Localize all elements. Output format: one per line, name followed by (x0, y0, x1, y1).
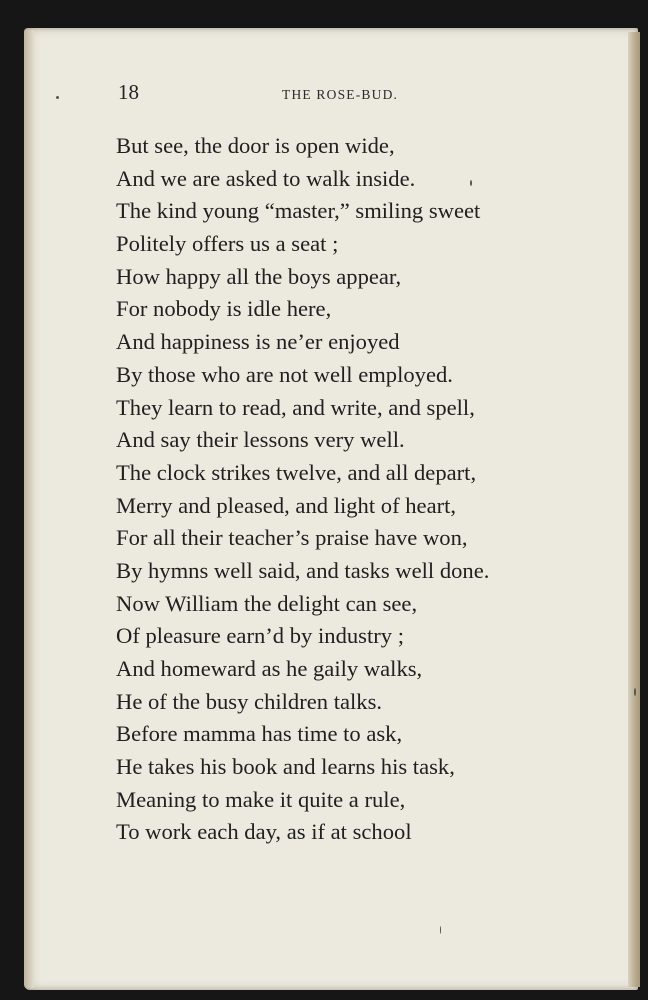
poem-line: By those who are not well employed. (116, 361, 453, 387)
poem-line: The clock strikes twelve, and all depart, (116, 459, 477, 485)
poem-line: They learn to read, and write, and spell, (116, 394, 475, 420)
page-number: 18 (118, 80, 139, 104)
paper-speck (440, 926, 441, 934)
poem-text (116, 130, 586, 849)
poem-line: And homeward as he gaily walks, (116, 656, 423, 681)
next-page-edge (628, 32, 640, 987)
poem-line: And say their lessons very well. (116, 427, 405, 453)
page-gutter-shadow (24, 30, 34, 988)
paper-speck (634, 688, 636, 696)
poem-line: By hymns well said, and tasks well done. (116, 557, 490, 583)
poem-line: The kind young “master,” smiling sweet (116, 198, 481, 224)
running-title: THE ROSE-BUD. (282, 87, 399, 102)
poem-line: He takes his book and learns his task, (116, 754, 455, 780)
poem-line: And we are asked to walk inside. (116, 165, 416, 191)
poem-line: Now William the delight can see, (116, 590, 418, 616)
poem-line: For nobody is idle here, (116, 296, 332, 322)
poem-line: To work each day, as if at school (116, 819, 412, 845)
paper-speck (470, 180, 472, 186)
page-header (0, 80, 648, 110)
poem-line: Before mamma has time to ask, (116, 721, 403, 747)
poem-line: He of the busy children talks. (116, 688, 383, 714)
poem-line: But see, the door is open wide, (116, 133, 395, 158)
poem-line: Meaning to make it quite a rule, (116, 786, 406, 812)
poem-line: How happy all the boys appear, (116, 263, 402, 289)
poem-line: Merry and pleased, and light of heart, (116, 492, 457, 518)
poem-line: Politely offers us a seat ; (116, 231, 339, 257)
poem-line: Of pleasure earn’d by industry ; (116, 623, 404, 649)
poem-line: And happiness is ne’er enjoyed (116, 329, 400, 355)
poem-line: For all their teacher’s praise have won, (116, 525, 468, 551)
paper-speck (56, 96, 59, 99)
